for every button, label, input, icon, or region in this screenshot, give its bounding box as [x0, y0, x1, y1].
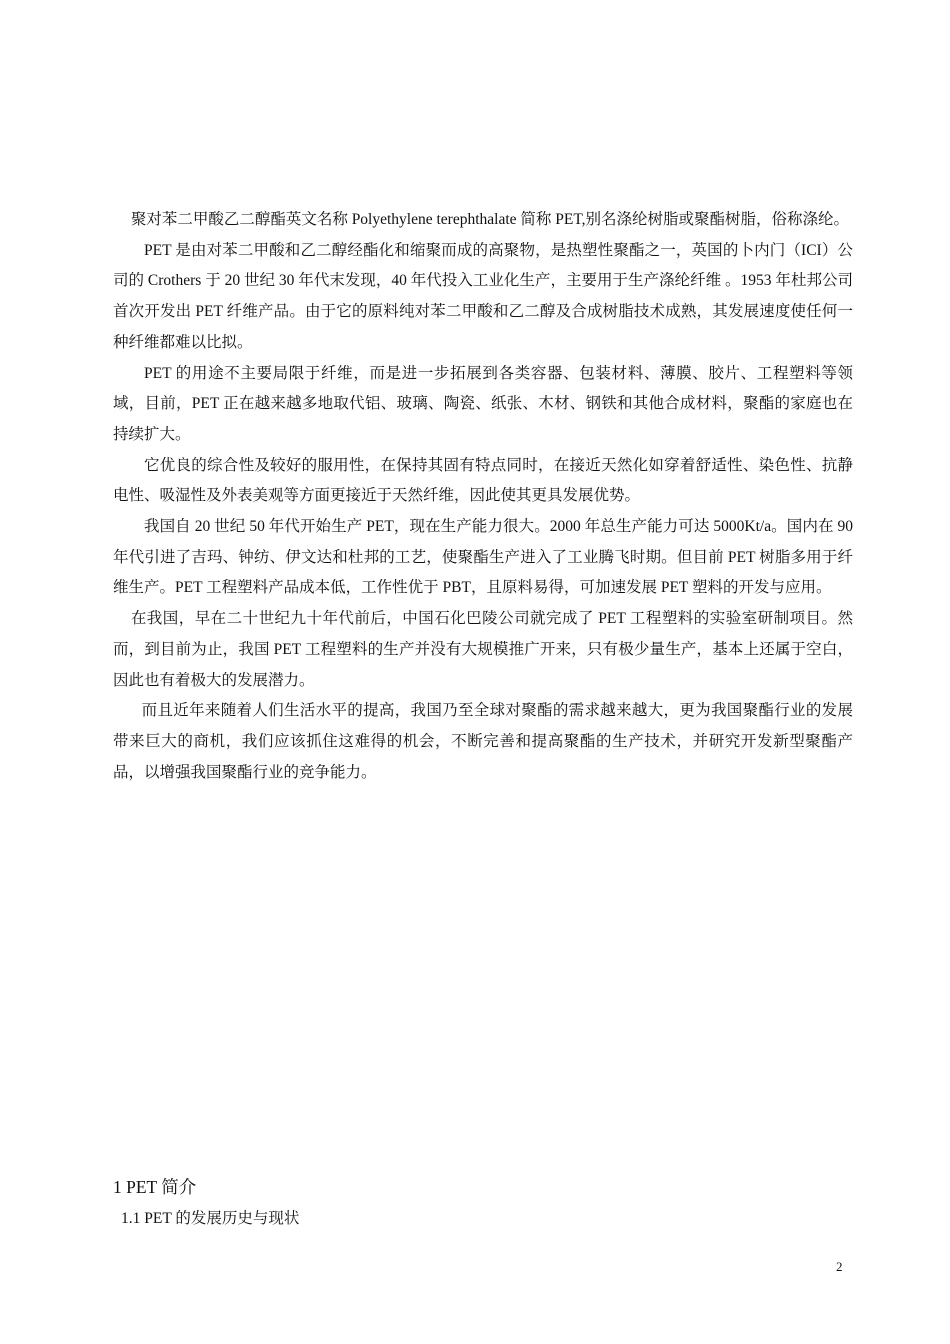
- paragraph-2: PET 是由对苯二甲酸和乙二醇经酯化和缩聚而成的高聚物，是热塑性聚酯之一，英国的卜内门（ICI）公司的 Crothers 于 20 世纪 30 年代末发现，40 年代投入工业化生产，主要用于生产涤纶纤维 。1953 年杜邦公司首次开发出 PET 纤维产品。由于它的原料纯对苯二甲酸和乙二醇及合成树脂技术成熟，其发展速度使任何一种纤维都难以比拟。: [113, 241, 853, 351]
- subsection-heading: 1.1 PET 的发展历史与现状: [121, 1210, 300, 1227]
- paragraph-4: 它优良的综合性及较好的服用性，在保持其固有特点同时，在接近天然化如穿着舒适性、染色性、抗静电性、吸湿性及外表美观等方面更接近于天然纤维，因此使其更具发展优势。: [113, 456, 853, 505]
- paragraph-7: 而且近年来随着人们生活水平的提高，我国乃至全球对聚酯的需求越来越大，更为我国聚酯行业的发展带来巨大的商机，我们应该抓住这难得的机会，不断完善和提高聚酯的生产技术，并研究开发新型聚酯产品，以增强我国聚酯行业的竞争能力。: [113, 702, 853, 781]
- body-text: [113, 205, 853, 788]
- paragraph-1: 聚对苯二甲酸乙二醇酯英文名称 Polyethylene terephthalate 简称 PET,别名涤纶树脂或聚酯树脂，俗称涤纶。: [130, 211, 850, 228]
- page-number: 2: [836, 1259, 843, 1274]
- paragraph-6: 在我国，早在二十世纪九十年代前后，中国石化巴陵公司就完成了 PET 工程塑料的实验室研制项目。然而，到目前为止，我国 PET 工程塑料的生产并没有大规模推广开来，只有极少量生产，基本上还属于空白，因此也有着极大的发展潜力。: [113, 610, 853, 689]
- paragraph-3: PET 的用途不主要局限于纤维，而是进一步拓展到各类容器、包装材料、薄膜、胶片、工程塑料等领域，目前，PET 正在越来越多地取代铝、玻璃、陶瓷、纸张、木材、钢铁和其他合成材料，聚酯的家庭也在持续扩大。: [113, 364, 853, 443]
- paragraph-5: 我国自 20 世纪 50 年代开始生产 PET，现在生产能力很大。2000 年总生产能力可达 5000Kt/a。国内在 90 年代引进了吉玛、钟纺、伊文达和杜邦的工艺，使聚酯生产进入了工业腾飞时期。但目前 PET 树脂多用于纤维生产。PET 工程塑料产品成本低，工作性优于 PBT，且原料易得，可加速发展 PET 塑料的开发与应用。: [113, 518, 853, 597]
- section-heading: 1 PET 简介: [113, 1177, 197, 1197]
